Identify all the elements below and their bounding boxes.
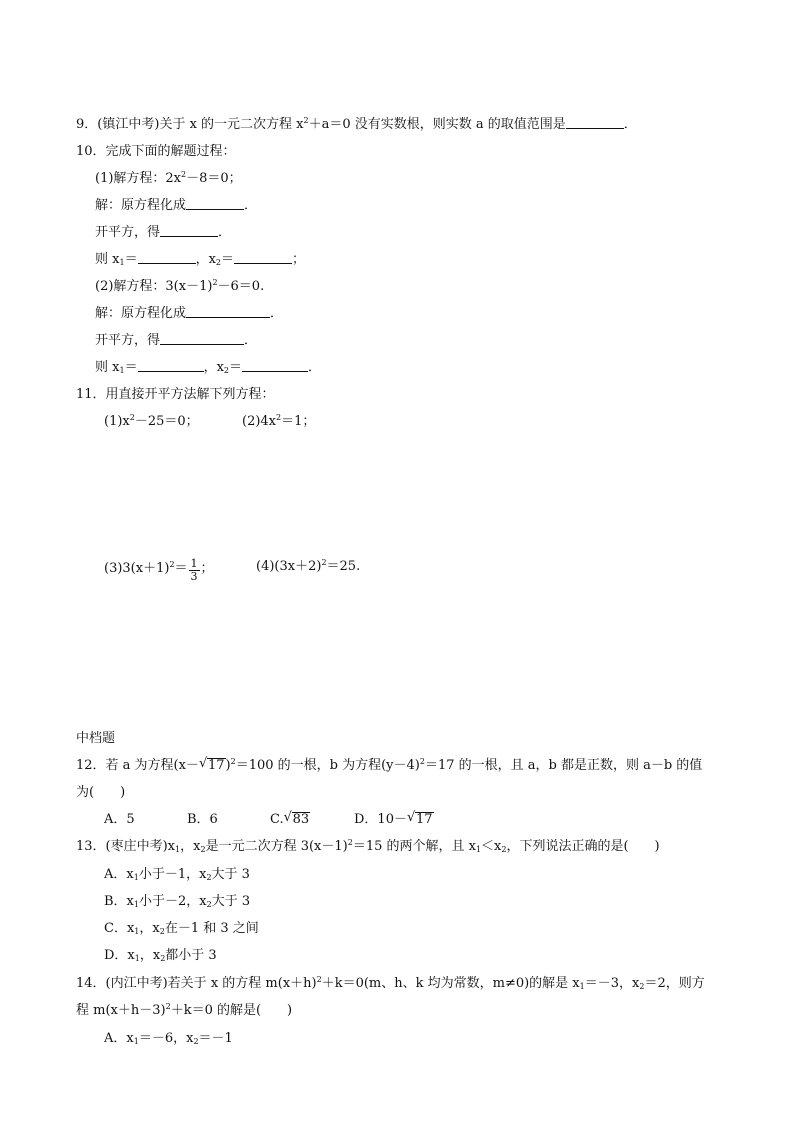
q10-dot: ． <box>244 333 258 348</box>
q13-a-2: 小于－1，x <box>138 867 207 882</box>
sub-2: 2 <box>206 873 212 882</box>
q12-line2: 为( ) <box>76 785 126 800</box>
fraction-numerator: 1 <box>190 557 198 570</box>
q13-d-2: ，x <box>139 948 161 963</box>
q13-b-3: 大于 3 <box>211 894 251 909</box>
q10-p1-roots <box>95 251 305 269</box>
q9-text-2: ＋a＝0 没有实数根，则实数 a 的取值范围是 <box>308 117 566 132</box>
sub-1: 1 <box>119 258 125 267</box>
q14-sup: 2 <box>165 1002 171 1011</box>
sqrt-17 <box>199 757 226 775</box>
q14-option-a[interactable] <box>104 1030 233 1048</box>
sub-1: 1 <box>134 954 140 963</box>
q11-4-b: ＝25. <box>326 559 361 574</box>
q12-sup: 2 <box>419 757 425 766</box>
q14-l2-a: 程 m(x＋h－3) <box>76 1003 166 1018</box>
q13-b-1: B．x <box>104 894 134 909</box>
q13-a-3: 大于 3 <box>211 867 250 882</box>
q12-text-3: ＝100 的一根，b 为方程(y－4) <box>235 758 420 773</box>
q11-2-a: (2)4x <box>242 414 277 429</box>
q11-4-sup: 2 <box>321 558 327 567</box>
q10-p2-kp-label: 开平方，得 <box>95 333 161 348</box>
q10-title: 10．完成下面的解题过程： <box>76 144 236 159</box>
sub-2: 2 <box>639 982 645 991</box>
semicolon: ； <box>292 252 306 267</box>
q14-text-4: ＝2，则方 <box>644 976 705 991</box>
q10-dot: ． <box>218 225 232 240</box>
question-9 <box>76 116 637 134</box>
q10-part2 <box>95 278 264 296</box>
q14-a-2: ＝－6，x <box>138 1031 194 1046</box>
q13-c-1: C．x <box>104 921 135 936</box>
eq: ＝ <box>229 360 243 375</box>
q12-option-b[interactable]: B．6 <box>187 812 218 827</box>
q12-text-1: 12．若 a 为方程(x－ <box>76 758 199 773</box>
sub-2: 2 <box>160 954 166 963</box>
q10-p2-kaipingfang <box>95 332 257 350</box>
q13-option-b[interactable] <box>104 893 250 911</box>
sub-1: 1 <box>133 900 139 909</box>
q9-end: ． <box>623 117 637 132</box>
q13-option-a[interactable] <box>104 866 250 884</box>
q13-b-2: 小于－2，x <box>138 894 207 909</box>
q12-d-label: D．10－ <box>354 812 407 827</box>
q11-item-4 <box>256 558 360 576</box>
sub-1: 1 <box>133 1037 139 1046</box>
q14-l2-b: ＋k＝0 的解是( ) <box>170 1003 293 1018</box>
q10-p2-blank-x1[interactable] <box>138 359 204 372</box>
q10-p1-b: －8＝0； <box>186 171 242 186</box>
section-heading: 中档题 <box>76 731 116 746</box>
radical-icon: √ <box>198 756 208 771</box>
q12-paren: ) <box>225 758 231 773</box>
q10-p2-roots <box>95 359 321 377</box>
sub-2: 2 <box>215 258 222 267</box>
q14-text-3: ＝－3，x <box>584 976 640 991</box>
q10-part1 <box>95 170 242 188</box>
q11-title: 11．用直接开平方法解下列方程： <box>76 387 275 402</box>
q11-1-b: －25＝0； <box>134 414 199 429</box>
q13-text-5: ，下列说法正确的是( ) <box>506 839 660 854</box>
sqrt-17 <box>407 811 434 829</box>
eq: ＝ <box>124 360 138 375</box>
sub-2: 2 <box>159 927 165 936</box>
q9-answer-blank[interactable] <box>566 116 624 129</box>
comma-x: ，x <box>203 360 224 375</box>
q14-sup: 2 <box>316 975 322 984</box>
q13-text-4: ＝15 的两个解，且 x <box>352 839 476 854</box>
q10-p2-b: －6＝0. <box>217 279 265 294</box>
q13-a-1: A．x <box>104 867 134 882</box>
q13-lt: ＜x <box>481 839 502 854</box>
q10-p1-blank-2[interactable] <box>160 224 218 237</box>
eq: ＝ <box>124 252 138 267</box>
q10-p1-blank-x1[interactable] <box>138 251 196 264</box>
q10-p2-a: (2)解方程：3(x－1) <box>95 279 213 294</box>
radical-icon: √ <box>283 810 292 825</box>
sub-1: 1 <box>134 927 140 936</box>
sub-2: 2 <box>223 366 230 375</box>
q13-option-c[interactable] <box>104 920 259 938</box>
q9-sup: 2 <box>303 116 309 125</box>
q10-p2-sol-label: 解：原方程化成 <box>95 306 187 321</box>
q11-2-sup: 2 <box>276 413 282 422</box>
q13-d-3: 都小于 3 <box>165 948 217 963</box>
q10-p2-solution <box>95 305 283 323</box>
q11-3-end: ； <box>200 561 214 576</box>
q10-p1-sol-label: 解：原方程化成 <box>95 198 187 213</box>
q13-d-1: D．x <box>104 948 135 963</box>
q10-then: 则 x <box>95 360 120 375</box>
q10-p1-sup: 2 <box>181 170 187 179</box>
radicand: 83 <box>292 812 310 827</box>
radicand: 17 <box>415 812 433 827</box>
q10-p2-blank-1[interactable] <box>186 305 270 318</box>
q11-2-b: ＝1； <box>281 414 316 429</box>
q13-c-3: 在－1 和 3 之间 <box>164 921 259 936</box>
q14-a-3: ＝－1 <box>198 1031 233 1046</box>
q14-text-2: ＋k＝0(m、h、k 均为常数，m≠0)的解是 x <box>321 976 580 991</box>
q11-1-a: (1)x <box>104 414 130 429</box>
q10-p2-blank-2[interactable] <box>160 332 244 345</box>
sub-2: 2 <box>193 1037 199 1046</box>
q10-p1-blank-x2[interactable] <box>234 251 292 264</box>
q11-4-a: (4)(3x＋2) <box>256 559 322 574</box>
q10-p1-a: (1)解方程：2x <box>95 171 182 186</box>
sub-2: 2 <box>200 845 206 854</box>
sub-2: 2 <box>501 845 507 854</box>
q11-item-3 <box>104 558 214 583</box>
q10-p2-blank-x2[interactable] <box>242 359 308 372</box>
q11-3-sup: 2 <box>169 560 175 569</box>
comma-x: ，x <box>195 252 216 267</box>
q12-option-a[interactable]: A．5 <box>104 812 135 827</box>
q10-p1-blank-1[interactable] <box>186 197 244 210</box>
q11-3-fraction <box>189 558 200 583</box>
q10-p2-sup: 2 <box>212 278 218 287</box>
q11-1-sup: 2 <box>129 413 135 422</box>
q11-3-eq: ＝ <box>174 561 188 576</box>
q10-p1-solution <box>95 197 257 215</box>
q9-source: (镇江中考) <box>97 117 160 132</box>
q10-then: 则 x <box>95 252 120 267</box>
q9-number: 9． <box>76 117 98 132</box>
q13-text-3: 是一元二次方程 3(x－1) <box>205 839 348 854</box>
q12-c-label: C. <box>270 812 284 827</box>
q11-item-2 <box>242 413 315 431</box>
q9-text-1: 关于 x 的一元二次方程 x <box>159 117 304 132</box>
sub-1: 1 <box>475 845 482 854</box>
q13-c-2: ，x <box>139 921 160 936</box>
q13-text-2: ，x <box>180 839 201 854</box>
q12-text-4: ＝17 的一根，且 a，b 都是正数，则 a－b 的值 <box>424 758 703 773</box>
question-12 <box>76 757 702 775</box>
q12-option-d[interactable] <box>354 811 434 829</box>
fraction-denominator: 3 <box>190 570 198 583</box>
q11-3-a: (3)3(x＋1) <box>104 561 170 576</box>
sqrt-83 <box>284 811 311 829</box>
sub-1: 1 <box>175 845 181 854</box>
q13-option-d[interactable] <box>104 947 217 965</box>
q10-dot: ． <box>244 198 258 213</box>
sub-1: 1 <box>133 873 139 882</box>
q14-text-1: 14．(内江中考)若关于 x 的方程 m(x＋h) <box>76 976 317 991</box>
eq: ＝ <box>221 252 235 267</box>
q13-sup: 2 <box>347 838 353 847</box>
sub-1: 1 <box>119 366 125 375</box>
sub-1: 1 <box>579 982 585 991</box>
question-14 <box>76 975 705 993</box>
q10-p1-kp-label: 开平方，得 <box>95 225 161 240</box>
question-13 <box>76 838 660 856</box>
radical-icon: √ <box>406 810 416 825</box>
radicand: 17 <box>207 758 225 773</box>
q13-text-1: 13．(枣庄中考)x <box>76 839 176 854</box>
sub-2: 2 <box>206 900 212 909</box>
q10-p1-kaipingfang <box>95 224 231 242</box>
q12-option-c[interactable] <box>270 811 310 829</box>
q12-sup: 2 <box>230 757 236 766</box>
q11-item-1 <box>104 413 199 431</box>
q14-a-1: A．x <box>104 1031 134 1046</box>
q10-dot: ． <box>270 306 284 321</box>
q10-dot: ． <box>308 360 322 375</box>
q14-line2 <box>76 1002 292 1020</box>
